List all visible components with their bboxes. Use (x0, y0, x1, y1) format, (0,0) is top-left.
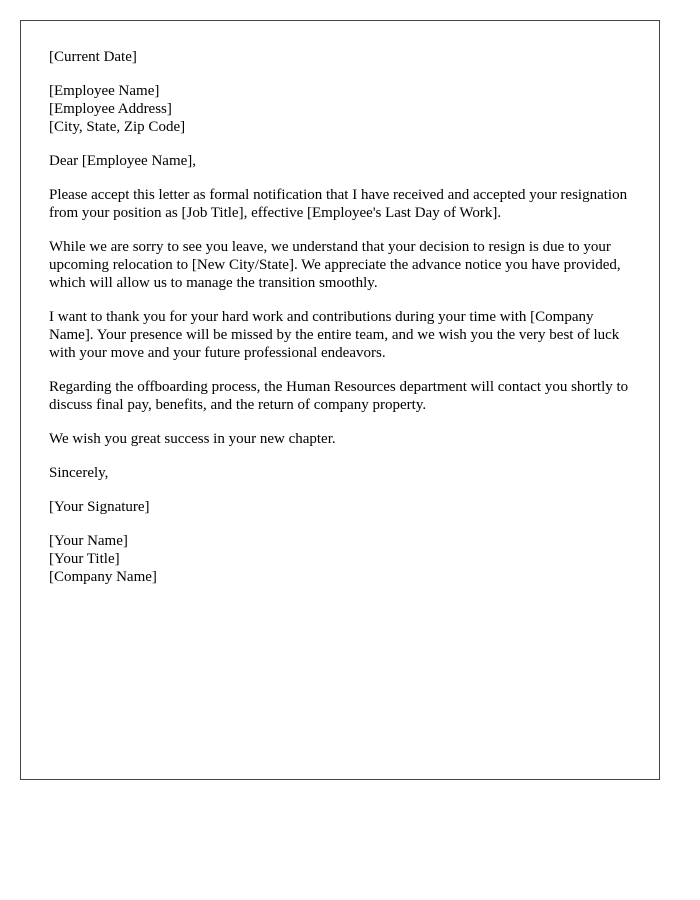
letter-frame (20, 20, 660, 780)
paragraph-acceptance (49, 186, 639, 222)
recipient-city-line: [City, State, Zip Code] (49, 119, 186, 135)
paragraph-wishes (49, 430, 639, 448)
paragraph-text: Please accept this letter as formal notification that I have received and accepted your resignation from your position as [Job Title], effective [Employee's Last Day of Work]. (49, 187, 628, 221)
salutation-block (49, 152, 639, 170)
letter-body (49, 48, 639, 602)
sender-title: [Your Title] (49, 551, 120, 567)
recipient-address: [Employee Address] (49, 101, 172, 117)
sender-block (49, 532, 639, 586)
signature-placeholder: [Your Signature] (49, 499, 150, 515)
closing-block (49, 464, 639, 482)
closing: Sincerely, (49, 465, 109, 481)
paragraph-thanks (49, 308, 639, 362)
paragraph-text: We wish you great success in your new chapter. (49, 431, 336, 447)
paragraph-text: Regarding the offboarding process, the Human Resources department will contact you shortly to discuss final pay, benefits, and the return of company property. (49, 379, 629, 413)
signature-block (49, 498, 639, 516)
paragraph-text: I want to thank you for your hard work and contributions during your time with [Company Name]. Your presence will be missed by the entire team, and we wish you the very best of luck with your move and your future professional endeavors. (49, 309, 620, 361)
salutation: Dear [Employee Name], (49, 153, 197, 169)
paragraph-text: While we are sorry to see you leave, we understand that your decision to resign is due to your upcoming relocation to [New City/State]. We appreciate the advance notice you have provided, which will allow us to manage the transition smoothly. (49, 239, 621, 291)
paragraph-relocation (49, 238, 639, 292)
recipient-name: [Employee Name] (49, 83, 160, 99)
sender-name: [Your Name] (49, 533, 128, 549)
recipient-block (49, 82, 639, 136)
sender-company: [Company Name] (49, 569, 157, 585)
letter-date: [Current Date] (49, 49, 137, 65)
paragraph-offboarding (49, 378, 639, 414)
date-block (49, 48, 639, 66)
